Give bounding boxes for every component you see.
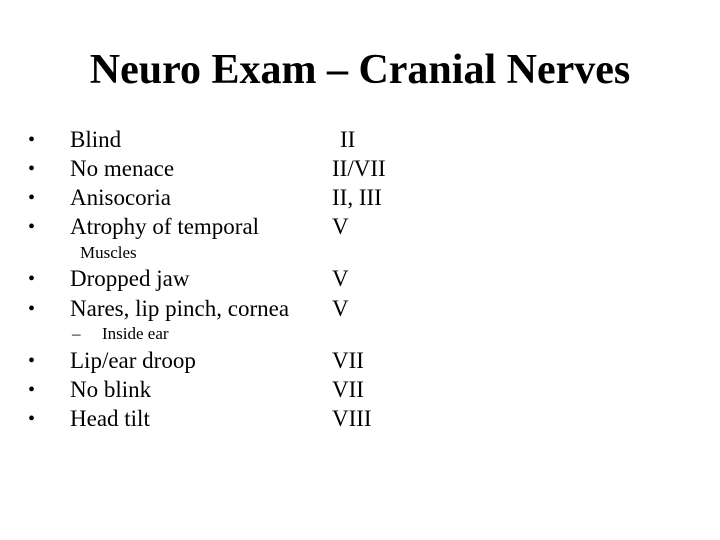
finding-label: Nares, lip pinch, cornea [70,296,290,321]
finding-label: Lip/ear droop [70,348,196,373]
list-item [0,212,720,242]
bullet-icon: • [28,158,36,180]
cranial-nerve-label: V [332,266,349,291]
cranial-nerve-label: VIII [332,406,372,431]
bullet-icon: • [28,216,36,238]
cranial-nerve-label: VII [332,377,364,402]
bullet-icon: • [28,268,36,290]
cranial-nerve-label: II [340,127,356,152]
list-item [0,125,720,155]
list-item [0,404,720,434]
list-item [0,294,720,324]
bullet-icon: • [28,379,36,401]
cranial-nerve-label: V [332,214,349,239]
continuation-text: Muscles [80,243,137,262]
list-item [0,264,720,294]
sub-item-text: Inside ear [102,324,169,343]
list-item [0,375,720,405]
finding-label: Anisocoria [70,185,171,210]
list-item [0,183,720,213]
slide-title: Neuro Exam – Cranial Nerves [89,47,631,93]
cranial-nerve-label: VII [332,348,364,373]
bullet-icon: • [28,408,36,430]
finding-label: Blind [70,127,122,152]
bullet-icon: • [28,350,36,372]
cranial-nerve-label: V [332,296,349,321]
list-item-continuation [0,242,720,264]
finding-label: Dropped jaw [70,266,190,291]
dash-icon: – [72,324,81,343]
cranial-nerve-label: II, III [332,185,382,210]
bullet-icon: • [28,298,36,320]
sub-list-item [0,323,720,345]
cranial-nerve-label: II/VII [332,156,386,181]
finding-label: Atrophy of temporal [70,214,260,239]
finding-label: Head tilt [70,406,150,431]
list-item [0,346,720,376]
bullet-icon: • [28,187,36,209]
finding-label: No blink [70,377,152,402]
finding-label: No menace [70,156,175,181]
bullet-icon: • [28,129,36,151]
list-item [0,154,720,184]
